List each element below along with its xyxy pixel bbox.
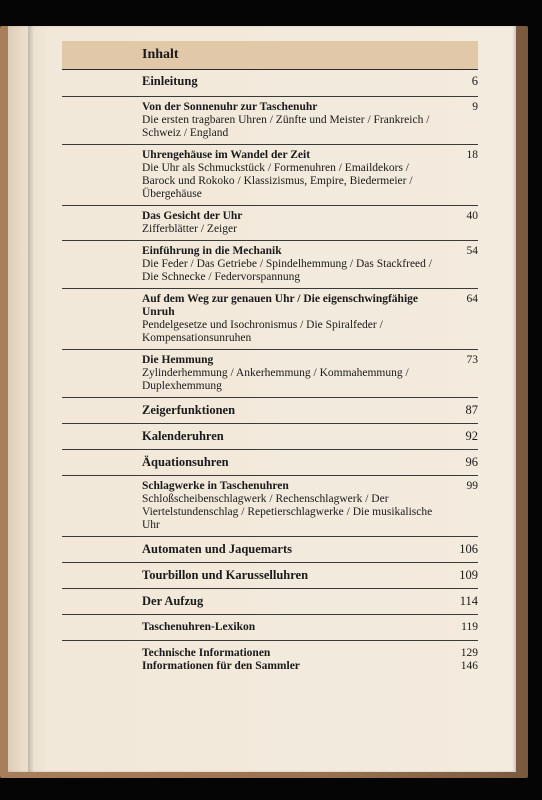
toc-entry-title: Einführung in die Mechanik: [142, 245, 282, 257]
toc-entry-title: Technische Informationen: [142, 647, 271, 659]
toc-entry-page: 64: [466, 293, 478, 305]
toc-entry-title: Der Aufzug: [142, 594, 204, 608]
toc-entry-title: Uhrengehäuse im Wandel der Zeit: [142, 149, 311, 161]
toc-header: Inhalt: [62, 41, 478, 70]
toc-entry: [62, 206, 478, 241]
toc-entry-title: Tourbillon und Karusselluhren: [142, 568, 309, 582]
toc-entry-title: Die Hemmung: [142, 354, 214, 366]
toc-entry-title: Auf dem Weg zur genauen Uhr / Die eigenschwingfähige Unruh: [142, 293, 419, 318]
toc-entry-title: Äquationsuhren: [142, 455, 229, 469]
toc-entry-title: Schlagwerke in Taschenuhren: [142, 480, 289, 492]
toc-entry-title: Taschenuhren-Lexikon: [142, 621, 256, 633]
toc-entry: [62, 589, 478, 615]
table-of-contents: [62, 41, 478, 677]
toc-entry-page: 18: [466, 149, 478, 161]
toc-entry: [62, 70, 478, 97]
toc-entry-title: Zeigerfunktionen: [142, 403, 236, 417]
toc-entry: [62, 563, 478, 589]
toc-entry: [62, 97, 478, 145]
toc-entry: [62, 145, 478, 206]
toc-entry-page: 109: [459, 568, 478, 582]
toc-entry-subtopics: Die Feder / Das Getriebe / Spindelhemmung / Das Stackfreed / Die Schnecke / Federvorspannung: [142, 258, 432, 283]
toc-entry-page: 87: [465, 403, 478, 417]
toc-entry-page: 96: [465, 455, 478, 469]
toc-entry-title: Einleitung: [142, 74, 198, 88]
toc-entry: [62, 450, 478, 476]
toc-entry: [62, 537, 478, 563]
toc-entry-title: Das Gesicht der Uhr: [142, 210, 243, 222]
toc-entry: [62, 424, 478, 450]
toc-entry-page: 6: [471, 74, 478, 88]
toc-entry: [142, 647, 478, 660]
toc-entry-subtopics: Zifferblätter / Zeiger: [142, 223, 237, 235]
toc-entry-title: Von der Sonnenuhr zur Taschenuhr: [142, 101, 318, 113]
toc-entry: [62, 350, 478, 398]
toc-entry-title: Automaten und Jaquemarts: [142, 542, 293, 556]
toc-entry-title: Informationen für den Sammler: [142, 660, 300, 672]
toc-entry: [62, 289, 478, 350]
toc-entry-page: 119: [461, 621, 478, 633]
toc-entry-subtopics: Die Uhr als Schmuckstück / Formenuhren / Emaildekors / Barock und Rokoko / Klassizismus, Empire, Biedermeier / Übergehäuse: [142, 162, 413, 200]
toc-entry-group: [62, 641, 478, 677]
toc-entry-page: 40: [466, 210, 478, 222]
toc-entry: [62, 615, 478, 641]
toc-entry-page: 129: [460, 647, 478, 659]
toc-entry-page: 73: [466, 354, 478, 366]
toc-entry-page: 54: [466, 245, 478, 257]
toc-entry: [142, 660, 478, 673]
toc-entry: [62, 398, 478, 424]
toc-entry-subtopics: Die ersten tragbaren Uhren / Zünfte und Meister / Frankreich / Schweiz / England: [142, 114, 430, 139]
toc-entry-page: 92: [465, 429, 478, 443]
toc-entry: [62, 476, 478, 537]
toc-entry-page: 106: [459, 542, 478, 556]
toc-entry-page: 9: [472, 101, 478, 113]
toc-entry-page: 114: [459, 594, 478, 608]
toc-entry: [62, 241, 478, 289]
toc-entry-subtopics: Pendelgesetze und Isochronismus / Die Spiralfeder / Kompensationsunruhen: [142, 319, 383, 344]
toc-entry-page: 146: [460, 660, 478, 672]
toc-entry-title: Kalenderuhren: [142, 429, 224, 443]
page-spine-shadow: [28, 26, 34, 772]
toc-entry-subtopics: Zylinderhemmung / Ankerhemmung / Kommahemmung / Duplexhemmung: [142, 367, 409, 392]
toc-entry-subtopics: Schloßscheibenschlagwerk / Rechenschlagwerk / Der Viertelstundenschlag / Repetierschlagwerke / Die musikalische Uhr: [142, 493, 433, 531]
toc-entry-page: 99: [466, 480, 478, 492]
